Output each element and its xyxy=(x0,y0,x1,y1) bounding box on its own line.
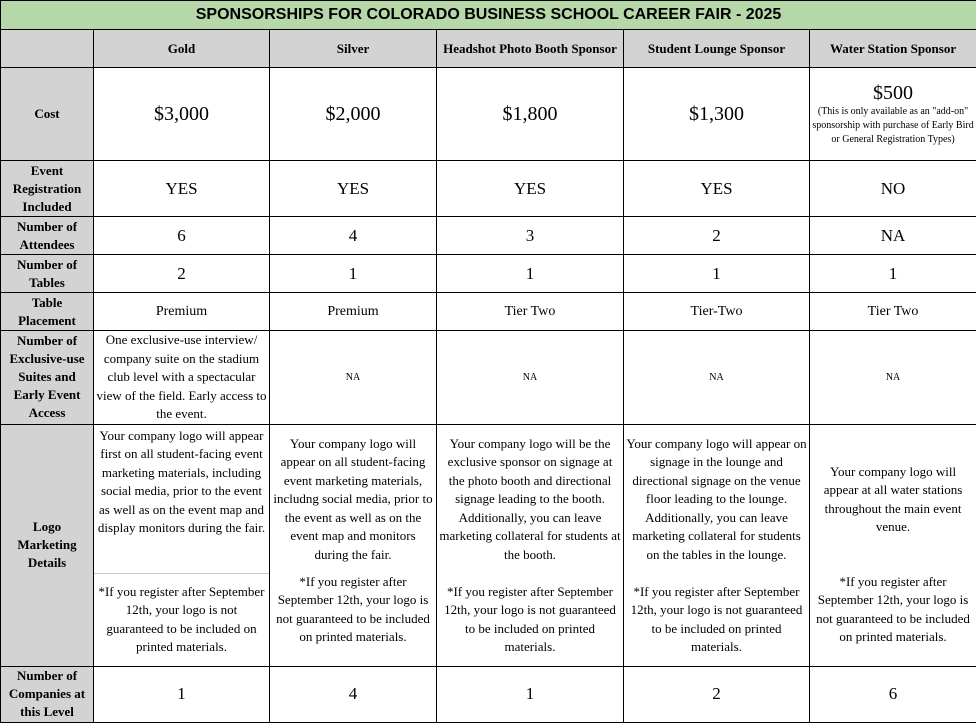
suites-gold: One exclusive-use interview/ company suite on the stadium club level with a spectacular view of the field. Early access to the event. xyxy=(94,331,270,425)
tables-row xyxy=(1,255,976,293)
companies-water-station: 6 xyxy=(810,666,976,722)
logo-silver xyxy=(270,424,437,666)
placement-silver: Premium xyxy=(270,293,437,331)
column-header-silver: Silver xyxy=(270,30,437,68)
attendees-row xyxy=(1,217,976,255)
tables-student-lounge: 1 xyxy=(624,255,810,293)
row-label-placement: Table Placement xyxy=(1,293,94,331)
registration-photo-booth: YES xyxy=(437,161,624,217)
attendees-silver: 4 xyxy=(270,217,437,255)
logo-note-student-lounge: *If you register after September 12th, your logo is not guaranteed to be included on printed materials. xyxy=(624,583,809,657)
registration-gold: YES xyxy=(94,161,270,217)
cost-water-station-cell xyxy=(810,68,976,161)
registration-silver: YES xyxy=(270,161,437,217)
tables-silver: 1 xyxy=(270,255,437,293)
logo-photo-booth xyxy=(437,424,624,666)
registration-water-station: NO xyxy=(810,161,976,217)
logo-details-photo-booth: Your company logo will be the exclusive sponsor on signage at the photo booth and directional signage leading to the booth. Additionally, you can leave marketing collateral for students at the booth. xyxy=(437,435,623,565)
tables-photo-booth: 1 xyxy=(437,255,624,293)
column-header-photo-booth: Headshot Photo Booth Sponsor xyxy=(437,30,624,68)
companies-photo-booth: 1 xyxy=(437,666,624,722)
cost-water-station: $500 xyxy=(812,82,974,105)
column-header-row xyxy=(1,30,976,68)
logo-gold xyxy=(94,424,270,666)
corner-cell xyxy=(1,30,94,68)
column-header-water-station: Water Station Sponsor xyxy=(810,30,976,68)
attendees-student-lounge: 2 xyxy=(624,217,810,255)
row-label-registration: Event Registration Included xyxy=(1,161,94,217)
logo-divider xyxy=(94,573,269,574)
logo-note-photo-booth: *If you register after September 12th, your logo is not guaranteed to be included on printed materials. xyxy=(437,583,623,657)
suites-silver: NA xyxy=(270,331,437,425)
placement-gold: Premium xyxy=(94,293,270,331)
logo-details-gold: Your company logo will appear first on all student-facing event marketing materials, including social media, prior to the event as well as on the event map and display monitors during the fair. xyxy=(94,427,269,538)
row-label-attendees: Number of Attendees xyxy=(1,217,94,255)
cost-silver: $2,000 xyxy=(270,68,437,161)
tables-gold: 2 xyxy=(94,255,270,293)
companies-row xyxy=(1,666,976,722)
row-label-tables: Number of Tables xyxy=(1,255,94,293)
table-title: SPONSORSHIPS FOR COLORADO BUSINESS SCHOOL CAREER FAIR - 2025 xyxy=(1,1,976,30)
placement-student-lounge: Tier-Two xyxy=(624,293,810,331)
suites-row xyxy=(1,331,976,425)
suites-water-station: NA xyxy=(810,331,976,425)
logo-student-lounge xyxy=(624,424,810,666)
registration-row xyxy=(1,161,976,217)
suites-photo-booth: NA xyxy=(437,331,624,425)
row-label-cost: Cost xyxy=(1,68,94,161)
companies-gold: 1 xyxy=(94,666,270,722)
tables-water-station: 1 xyxy=(810,255,976,293)
logo-row xyxy=(1,424,976,666)
row-label-suites: Number of Exclusive-use Suites and Early Event Access xyxy=(1,331,94,425)
cost-student-lounge: $1,300 xyxy=(624,68,810,161)
attendees-water-station: NA xyxy=(810,217,976,255)
row-label-companies: Number of Companies at this Level xyxy=(1,666,94,722)
row-label-logo: Logo Marketing Details xyxy=(1,424,94,666)
cost-gold: $3,000 xyxy=(94,68,270,161)
cost-row xyxy=(1,68,976,161)
attendees-gold: 6 xyxy=(94,217,270,255)
companies-student-lounge: 2 xyxy=(624,666,810,722)
attendees-photo-booth: 3 xyxy=(437,217,624,255)
placement-water-station: Tier Two xyxy=(810,293,976,331)
registration-student-lounge: YES xyxy=(624,161,810,217)
suites-student-lounge: NA xyxy=(624,331,810,425)
companies-silver: 4 xyxy=(270,666,437,722)
logo-note-silver: *If you register after September 12th, your logo is not guaranteed to be included on printed materials. xyxy=(270,573,436,647)
logo-note-water-station: *If you register after September 12th, your logo is not guaranteed to be included on printed materials. xyxy=(810,573,976,647)
placement-row xyxy=(1,293,976,331)
column-header-student-lounge: Student Lounge Sponsor xyxy=(624,30,810,68)
logo-details-silver: Your company logo will appear on all student-facing event marketing materials, includng social media, prior to the event as well as on the event map and monitors during the fair. xyxy=(270,435,436,565)
logo-details-water-station: Your company logo will appear at all water stations throughout the main event venue. xyxy=(810,463,976,537)
logo-details-student-lounge: Your company logo will appear on signage in the lounge and directional signage on the venue floor leading to the lounge. Additionally, you can leave marketing collateral for students on the tables in the lounge. xyxy=(624,435,809,565)
logo-water-station xyxy=(810,424,976,666)
cost-water-station-note: (This is only available as an "add-on" sponsorship with purchase of Early Bird or General Registration Types) xyxy=(812,105,974,147)
placement-photo-booth: Tier Two xyxy=(437,293,624,331)
column-header-gold: Gold xyxy=(94,30,270,68)
cost-photo-booth: $1,800 xyxy=(437,68,624,161)
logo-note-gold: *If you register after September 12th, your logo is not guaranteed to be included on printed materials. xyxy=(94,583,269,657)
